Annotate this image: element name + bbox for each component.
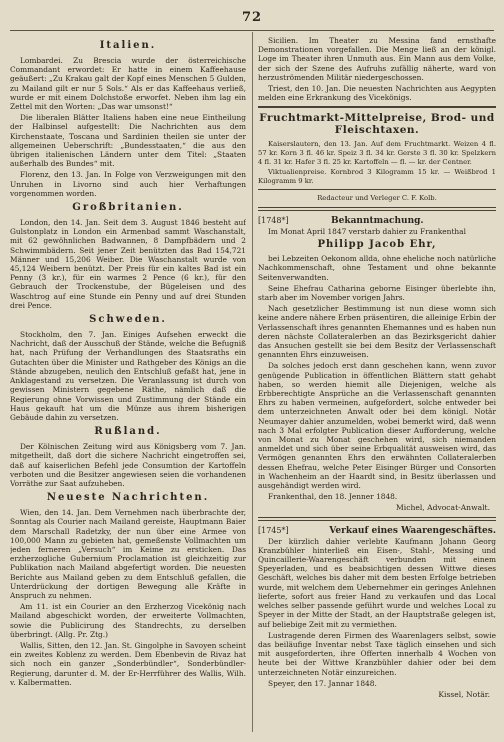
sale-number: [1745*] xyxy=(258,525,289,535)
announcement-title-row xyxy=(258,215,496,227)
double-rule xyxy=(258,207,496,211)
market-prices-line: Viktualienpreise. Kornbrod 3 Kilogramm 15 kr. — Weißbrod 1 Kilogramm 9 kr. xyxy=(258,168,496,185)
announcement-paragraph: bei Lebzeiten Oekonom allda, ohne eheliche noch natürliche Nachkommenschaft, ohne Testament und ohne bekannte Seitenverwandten. xyxy=(258,254,496,282)
deceased-name: Philipp Jacob Ehr, xyxy=(317,239,437,251)
sale-date: Speyer, den 17. Jannar 1848. xyxy=(268,678,377,688)
announcement-paragraph: Nach gesetzlicher Bestimmung ist nun diese womn sich keine andere nähere Erben präsentiren, die alleinige Erbin der Verlassenschaft ihres genannten Ehemannes und es haben nun deren nächste Collateralerben an das Bezirksgericht dahier das Ansuchen gestellt sie bei dem Besitz der Verlassenschaft genannten Ehrs einzuweisen. xyxy=(258,304,496,360)
market-prices-heading: Fruchtmarkt-Mittelpreise, Brod- und Fleischtaxen. xyxy=(259,112,495,137)
announcement-heading: Bekanntmachung. xyxy=(331,215,424,226)
right-column xyxy=(258,36,496,736)
double-rule xyxy=(258,517,496,521)
section-heading-russland: Rußland. xyxy=(94,426,162,438)
sale-title-row xyxy=(258,525,496,537)
section-rule xyxy=(258,106,496,108)
section-heading-neueste-nachrichten: Neueste Nachrichten. xyxy=(46,492,210,504)
section-rule xyxy=(258,189,496,190)
editor-imprint: Redacteur und Verleger C. F. Kolb. xyxy=(317,194,437,203)
article-paragraph: Am 11. ist ein Courier an den Erzherzog Vicekönig nach Mailand abgeschickt worden, der erweiterte Vollmachten, sowie die Publicirung des Standrechts, zu derselben überbringt. (Allg. Pr. Ztg.) xyxy=(10,602,246,639)
announcement-intro: Im Monat April 1847 verstarb dahier zu Frankenthal xyxy=(268,226,466,236)
section-heading-italien: Italien. xyxy=(99,40,157,51)
article-paragraph: Der Kölnischen Zeitung wird aus Königsberg vom 7. Jan. mitgetheilt, daß dort die sichere Nachricht eingetroffen sei, daß auf kaiserlichen Befehl jede Consumtion der Kartoffeln verboten und die Besitzer angewiesen seien die vorhandenen Vorräthe zur Saat aufzuheben. xyxy=(10,442,246,488)
sale-paragraph: Der kürzlich dahier verlebte Kaufmann Johann Georg Kranzbühler hinterließ ein Eisen-, Stahl-, Messing und Quincaillerie-Waarengeschäft verbunden mit einem Speyerladen, und es beabsichtigen dessen Wittwe dieses Geschäft, welches bis daher mit dem besten Erfolge betrieben wurde, mit welchem dem Uebernehmer ein geringes Anlehnen lieferte, sofort aus freier Hand zu verkaufen und das Local welches selber passende geführt wurde und welches Local zu Speyer in der Mitte der Stadt, an der Hauptstraße gelegen ist, auf beliebige Zeit mit zu vermiethen. xyxy=(258,536,496,629)
sale-heading: Verkauf eines Waarengeschäftes. xyxy=(329,525,496,536)
sale-signature: Kissel, Notär. xyxy=(438,689,490,699)
announcement-signature: Michel, Advocat-Anwalt. xyxy=(396,503,490,513)
article-paragraph: Florenz, den 13. Jan. In Folge von Verzweigungen mit den Unruhen in Livorno sind auch hier Verhaftungen vorgenommen worden. xyxy=(10,170,246,198)
section-heading-grossbritannien: Großbritanien. xyxy=(72,202,184,214)
announcement-number: [1748*] xyxy=(258,215,289,225)
announcement-paragraph: Seine Ehefrau Catharina geborne Eisinger überlebte ihn, starb aber im November vorigen Jahrs. xyxy=(258,283,496,302)
left-column xyxy=(10,36,246,736)
article-paragraph: Triest, den 10. Jan. Die neuesten Nachrichten aus Aegypten melden eine Erkrankung des Vicekönigs. xyxy=(258,84,496,103)
article-paragraph: Stockholm, den 7. Jan. Einiges Aufsehen erweckt die Nachricht, daß der Ausschuß der Stände, welche die Befugniß hat, nach Prüfung der Verhandlungen des Staatsraths ein Gutachten über die Minister und Rathgeber des Königs an die Stände abzugeben, neulich den Entschluß gefaßt hat, jene in Anklagestand zu versetzen. Die Veranlassung ist durch von gewissen Ministern gegebene Räthe, nämlich daß die Regierung ohne Vorwissen und Zustimmung der Stände ein Haus gekauft hat um die Münze aus ihrem bisherigen Gebäude dahin zu versetzen. xyxy=(10,330,246,422)
page-number: 72 xyxy=(241,10,263,25)
sale-paragraph: Lustragende deren Firmen des Waarenlagers selbst, sowie das beiläufige Inventar nebst Taxe täglich einsehen und sich mit ausgeforderten, ihre Offerten innerhalb 4 Wochen von heute bei der Wittwe Kranzbühler dahier oder bei dem unterzeichneten Notär einzureichen. xyxy=(258,630,496,677)
article-paragraph: London, den 14. Jan. Seit dem 3. August 1846 besteht auf Gulstonplatz in London ein Armenbad sammt Waschanstalt, mit 62 gewöhnlichen Badwannen, 8 Dampfbädern und 2 Schwimmbädern. Seit jener Zeit benützten das Bad 154,721 Männer und 15,206 Weiber. Die Waschanstalt wurde von 45,124 Weibern benützt. Der Preis für ein kaltes Bad ist ein Penny (3 kr.), für ein warmes 2 Pence (6 kr.), für den Gebrauch der Trockenstube, der Bügeleisen und des Waschtrog auf eine Stunde ein Penny und auf drei Stunden drei Pence. xyxy=(10,218,246,310)
article-paragraph: Wallis, Sitten, den 12. Jan. St. Gingolphe in Savoyen scheint ein zweites Koblenz zu werden. Dem Ebenbevin de Rivaz hat sich noch ein ganzer „Sonderbündler“, Sonderbündler-Regierung, darunter d. M. der Er-Herrführer des Wallis, Wilh. v. Kalbermatten. xyxy=(10,640,246,687)
article-paragraph: Sicilien. Im Theater zu Messina fand ernsthafte Demonstrationen vorgefallen. Die Menge ließ an der königl. Loge im Theater ihren Unmuth aus. Ein Mann aus dem Volke, der sich der Szene des Aufruhs zufällig näherte, ward von herzuströmenden Militär niedergeschossen. xyxy=(258,36,496,82)
top-rule xyxy=(10,30,494,31)
announcement-paragraph: Da solches jedoch erst dann geschehen kann, wenn zuvor genügende Publication in öffentlichen Blättern statt gehabt haben, so werden hiemit alle Diejenigen, welche als Erbberechtigte Ansprüche an die Verlassenschaft genannten Ehrs zu haben vermeinen, aufgefordert, solche entweder bei dem unterzeichneten Anwalt oder bei dem königl. Notär Neumayer dahier anzumelden, wobei bemerkt wird, daß wenn nach 3 Mal erfolgter Publication dieser Aufforderung, welche von Monat zu Monat geschehen wird, sich niemanden anmeldet und sich über seine Erbqualität ausweisen wird, das Vermögen genannten Ehrs den erwähnten Collateralerben dessen Ehefrau, welche Peter Eisinger Bürger und Consorten in Wachenheim an der Haardt sind, in Besitz überlassen und ausgehändigt werden wird. xyxy=(258,361,496,491)
article-paragraph: Die liberalen Blätter Italiens haben eine neue Eintheilung der Halbinsel aufgestellt: Die Nachrichten aus dem Kirchenstaate, Toscana und Sardinien theilen sie unter der allgemeinen Ueberschrift: „Bundesstaaten,“ die aus den übrigen italienischen Ländern unter dem Titel: „Staaten außerhalb des Bundes“ mit. xyxy=(10,113,246,169)
announcement-date: Frankenthal, den 18. Jenner 1848. xyxy=(268,492,398,502)
article-paragraph: Wien, den 14. Jan. Dem Vernehmen nach überbrachte der, Sonntag als Courier nach Mailand gereiste, Hauptmann Baier dem Marschall Radetzky, der nun über eine Armee von 100,000 Mann zu gebieten hat, gemeßenste Vollmachten um jeden ferneren „Versuch“ im Keime zu ersticken. Das erzherzogliche Gubernium Proclamation ist gleichzeitig zur Publikation nach Mailand abgefertigt worden. Die neuesten Berichte aus Mailand geben zu dem Entschluß gefallen, die Unterdrückung der dortigen Bewegung alle Kräfte in Anspruch zu nehmen. xyxy=(10,508,246,600)
column-divider xyxy=(252,32,253,732)
article-paragraph: Lombardei. Zu Brescia wurde der österreichische Commandant erwordet: Er hatte in einem Kaffeehause geäußert: „Zu Krakau galt der Kopf eines Menschen 5 Gulden, zu Mailand gilt er nur 5 Sols.“ Als er das Kaffeehaus verließ, wurde er mit einem Dolchstoße erworfet. Neben ihm lag ein Zettel mit den Worten: „Das war umsonst!“ xyxy=(10,56,246,112)
section-heading-schweden: Schweden. xyxy=(89,314,167,326)
market-prices-line: Kaiserslautern, den 13. Jan. Auf dem Fruchtmarkt. Weizen 4 fl. 57 kr. Korn 3 fl. 46 kr. Speiz 3 fl. 34 kr. Gerste 3 fl. 30 kr. Spelzkern 4 fl. 31 kr. Hafer 3 fl. 25 kr. Kartoffeln — fl. — kr. der Centner. xyxy=(258,140,496,166)
